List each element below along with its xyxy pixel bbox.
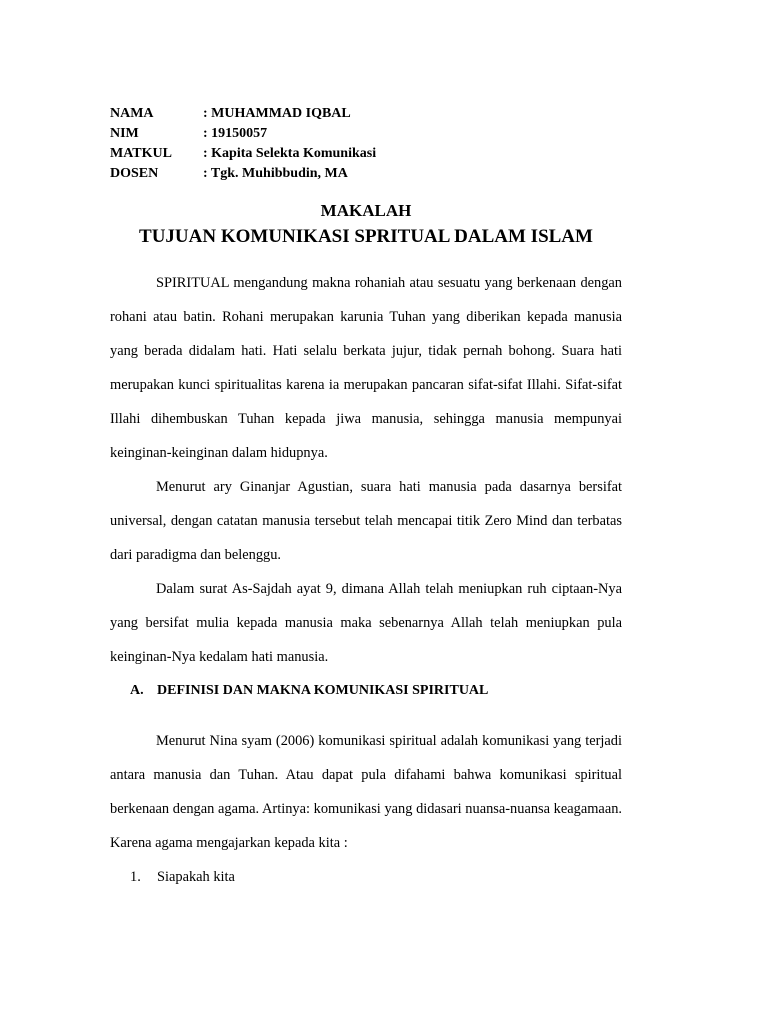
- section-heading-text: DEFINISI DAN MAKNA KOMUNIKASI SPIRITUAL: [157, 683, 489, 698]
- list-item-number: 1.: [130, 869, 141, 885]
- header-value: : Tgk. Muhibbudin, MA: [203, 166, 348, 181]
- document-type-title: MAKALAH: [320, 201, 412, 220]
- body-paragraph: Dalam surat As-Sajdah ayat 9, dimana Allah telah meniupkan ruh ciptaan-Nya yang bersifat mulia kepada manusia maka sebenarnya Allah telah meniupkan pula keinginan-Nya kedalam hati manusia.: [110, 581, 622, 665]
- body-paragraph: Menurut ary Ginanjar Agustian, suara hati manusia pada dasarnya bersifat universal, dengan catatan manusia tersebut telah mencapai titik Zero Mind dan terbatas dari paradigma dan belenggu.: [110, 479, 622, 563]
- header-label: DOSEN: [110, 166, 159, 181]
- header-value: : 19150057: [203, 126, 268, 141]
- body-paragraph: SPIRITUAL mengandung makna rohaniah atau sesuatu yang berkenaan dengan rohani atau batin. Rohani merupakan karunia Tuhan yang diberikan kepada manusia yang berada didalam hati. Hati selalu berkata jujur, tidak pernah bohong. Suara hati merupakan kunci spiritualitas karena ia merupakan pancaran sifat-sifat Illahi. Sifat-sifat Illahi dihembuskan Tuhan kepada jiwa manusia, sehingga manusia mempunyai keinginan-keinginan dalam hidupnya.: [110, 275, 622, 461]
- document-main-title: TUJUAN KOMUNIKASI SPRITUAL DALAM ISLAM: [139, 226, 593, 247]
- list-item: [130, 866, 235, 888]
- section-letter: A.: [130, 683, 144, 698]
- header-label: MATKUL: [110, 146, 172, 161]
- header-value: : MUHAMMAD IQBAL: [203, 106, 351, 121]
- header-label: NIM: [110, 126, 139, 141]
- header-label: NAMA: [110, 106, 154, 121]
- header-row-nim: [110, 124, 376, 144]
- header-row-name: [110, 104, 376, 124]
- header-value: : Kapita Selekta Komunikasi: [203, 146, 377, 161]
- section-heading: [130, 681, 488, 701]
- student-info-header: [110, 104, 376, 184]
- list-item-text: Siapakah kita: [157, 869, 235, 885]
- header-row-lecturer: [110, 164, 376, 184]
- body-paragraph: Menurut Nina syam (2006) komunikasi spiritual adalah komunikasi yang terjadi antara manusia dan Tuhan. Atau dapat pula difahami bahwa komunikasi spiritual berkenaan dengan agama. Artinya: komunikasi yang didasari nuansa-nuansa keagamaan. Karena agama mengajarkan kepada kita :: [110, 733, 622, 851]
- header-row-course: [110, 144, 376, 164]
